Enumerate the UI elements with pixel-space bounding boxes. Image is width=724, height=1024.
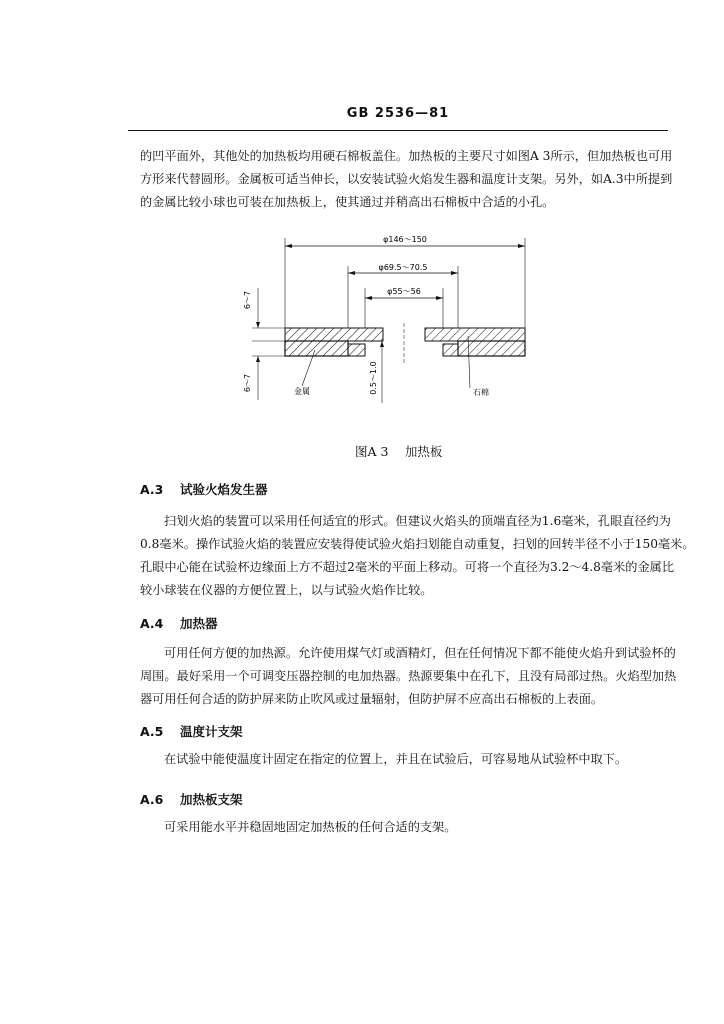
body-line: 可用任何方便的加热源。允许使用煤气灯或酒精灯，但在任何情况下都不能使火焰升到试验杯的 bbox=[164, 646, 676, 660]
dim-recess-line bbox=[380, 341, 384, 403]
figure-caption: 图A 3 加热板 bbox=[355, 444, 443, 459]
intro-line: 方形来代替圆形。金属板可适当伸长，以安装试验火焰发生器和温度计支架。另外，如A.3中所提到 bbox=[140, 172, 673, 186]
dim-inner-label: φ55～56 bbox=[387, 287, 421, 296]
plate-cross-section bbox=[285, 323, 525, 363]
section-title: 温度计支架 bbox=[180, 724, 243, 739]
metal-label: 金属 bbox=[294, 387, 310, 396]
section-number: A.6 bbox=[140, 792, 164, 807]
section-title: 加热器 bbox=[180, 616, 218, 631]
body-line: 在试验中能使温度计固定在指定的位置上，并且在试验后，可容易地从试验杯中取下。 bbox=[164, 752, 628, 766]
section-heading bbox=[140, 790, 243, 808]
intro-line: 的凹平面外，其他处的加热板均用硬石棉板盖住。加热板的主要尺寸如图A 3所示，但加热板也可用 bbox=[140, 149, 673, 163]
section-body bbox=[140, 816, 670, 839]
dim-bottom-thickness-line bbox=[256, 356, 260, 400]
standard-code-header: GB 2536—81 bbox=[346, 106, 450, 121]
dim-middle-line bbox=[348, 266, 458, 328]
section-heading bbox=[140, 614, 218, 632]
body-line: 孔眼中心能在试验杯边缘面上方不超过2毫米的平面上移动。可将一个直径为3.2～4.8毫米的金属比 bbox=[140, 560, 675, 574]
section-title: 试验火焰发生器 bbox=[180, 482, 268, 497]
section-heading bbox=[140, 480, 268, 498]
dim-recess-label: 0.5～1.0 bbox=[369, 361, 378, 395]
intro-line: 的金属比较小球也可装在加热板上，使其通过并稍高出石棉板中合适的小孔。 bbox=[140, 195, 555, 209]
section-body bbox=[140, 748, 670, 771]
section-number: A.3 bbox=[140, 482, 164, 497]
dim-bottom-thickness-label: 6～7 bbox=[243, 373, 252, 393]
dim-top-thickness-label: 6～7 bbox=[243, 290, 252, 310]
body-line: 扫划火焰的装置可以采用任何适宜的形式。但建议火焰头的顶端直径为1.6毫米，孔眼直径约为 bbox=[164, 514, 671, 528]
dim-outer-line bbox=[285, 238, 525, 328]
body-line: 周围。最好采用一个可调变压器控制的电加热器。热源要集中在孔下，且没有局部过热。火焰型加热 bbox=[140, 669, 677, 683]
body-line: 器可用任何合适的防护屏来防止吹风或过量辐射，但防护屏不应高出石棉板的上表面。 bbox=[140, 692, 604, 706]
asbestos-label: 石棉 bbox=[473, 388, 489, 397]
section-body bbox=[140, 642, 677, 711]
section-title: 加热板支架 bbox=[180, 792, 243, 807]
dim-middle-label: φ69.5～70.5 bbox=[378, 263, 428, 272]
section-heading bbox=[140, 722, 243, 740]
body-line: 0.8毫米。操作试验火焰的装置应安装得使试验火焰扫划能自动重复，扫划的回转半径不小于150毫米。 bbox=[140, 537, 695, 551]
body-line: 可采用能水平并稳固地固定加热板的任何合适的支架。 bbox=[164, 820, 457, 834]
intro-paragraph bbox=[140, 145, 673, 214]
section-number: A.4 bbox=[140, 616, 164, 631]
dim-outer-label: φ146～150 bbox=[383, 235, 427, 244]
header-rule bbox=[128, 130, 668, 131]
body-line: 较小球装在仪器的方便位置上，以与试验火焰作比较。 bbox=[140, 583, 433, 597]
dim-top-thickness-line bbox=[256, 288, 260, 328]
section-number: A.5 bbox=[140, 724, 164, 739]
heating-plate-figure bbox=[230, 228, 550, 413]
section-body bbox=[140, 510, 695, 602]
